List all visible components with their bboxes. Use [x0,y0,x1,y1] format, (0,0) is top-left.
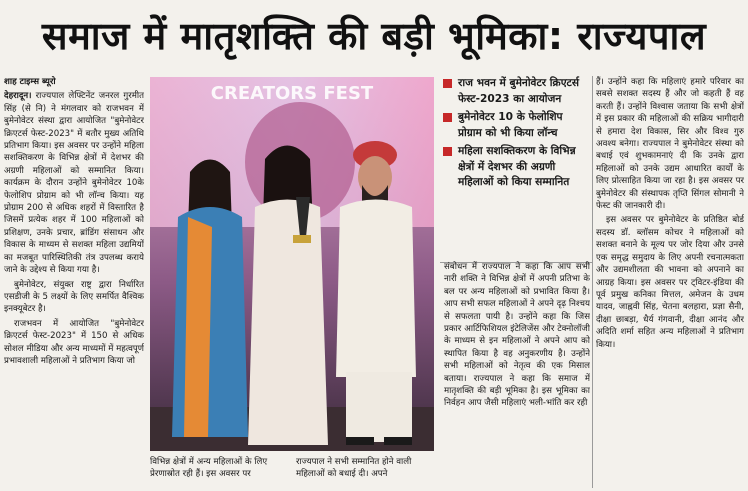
column-1 [4,76,144,488]
highlight-item: बुमेनोवेटर 10 के फेलोशिप प्रोग्राम को भी किया लॉन्च [441,110,589,141]
under-photo-left: विभिन्न क्षेत्रों में अन्य महिलाओं के लिए प्रेरणास्रोत रही हैं। इस अवसर पर [150,457,268,480]
highlight-item: महिला सशक्तिकरण के विभिन्न क्षेत्रों में देशभर की अग्रणी महिलाओं को किया सम्मानित [441,144,589,191]
dateline: देहरादून। [4,91,32,102]
column-4 [596,76,744,488]
paragraph: बुमेनोवेटर, संयुक्त राष्ट्र द्वारा निर्धारित एसडीजी के 5 लक्ष्यों के लिए समर्पित वैश्विक इनक्यूबेटर है। [4,279,144,315]
paragraph: हैं। उन्होंने कहा कि महिलाएं हमारे परिवार का सबसे सशक्त सदस्य हैं और जो कहती हैं वह करती हैं। उन्होंने विश्वास जताया कि सभी क्षेत्रों में इस प्रकार की महिलाओं की सक्रिय भागीदारी से हमारा देश विकास, सिर और विश्व गुरु अवश्य बनेगा। राज्यपाल ने बुमेनोवेटर संस्था को बधाई एवं शुभकामनाएं दी कि उनके द्वारा महिलाओं को उनके उद्यम आधारित कार्यों के लिए प्रोत्साहित किया जा रहा है। इस अवसर पर बुमेनोवेटर की संस्थापक तृप्ति सिंगल सोमानी ने फेस्ट की जानकारी दी। [596,77,744,212]
paragraph: देहरादून। राज्यपाल लेफ्टिनेंट जनरल गुरमीत सिंह (से नि) ने मंगलवार को राजभवन में बुमेनोवेटर संस्था द्वारा आयोजित "बुमेनोवेटर क्रिएटर्स फेस्ट-2023" में बतौर मुख्य अतिथि प्रतिभाग किया। इस अवसर पर उन्होंने महिला सशक्तिकरण के विभिन्न क्षेत्रों में देशभर की अग्रणी महिलाओं को सम्मानित किया। कार्यक्रम के दौरान उन्होंने बुमेनोवेटर 10के फेलोशिप प्रोग्राम को भी लॉन्च किया। यह प्रोग्राम 200 से अधिक शहरों में विस्तारित है जिसमें प्रत्येक शहर में 100 महिलाओं को प्रशिक्षण, उनके प्रचार, ब्रांडिंग संसाधन और विकास के माध्यम से सशक्त महिला उद्यमियों का मजबूत पारिस्थितिकी तंत्र उपलब्ध कराये जाने के उद्देश्य से किया गया है। [4,91,144,276]
highlights-box [441,76,589,260]
byline: शाह टाइम्स ब्यूरो [4,77,56,87]
paragraph: राजभवन में आयोजित "बुमेनोवेटर क्रिएटर्स फेस्ट-2023" में 150 से अधिक सोशल मीडिया और अन्य माध्यमों में महत्वपूर्ण प्रभावशाली महिलाओं ने प्रतिभाग किया जो [4,318,144,366]
event-photo [150,77,434,451]
paragraph: संबोधन में राज्यपाल ने कहा कि आप सभी नारी शक्ति ने विभिन्न क्षेत्रों में अपनी प्रतिभा के बल पर अन्य महिलाओं को प्रभावित किया है। आप सभी सफल महिलाओं ने अपने दृढ़ निश्चय से सफलता पायी है। उन्होंने कहा कि जिस प्रकार आर्टिफिशियल इंटेलिजेंस और टेक्नोलॉजी के माध्यम से इन महिलाओं ने अपने आप को स्थापित किया है वह अनुकरणीय है। उन्होंने सभी महिलाओं को नेतृत्व की एक मिसाल बताया। राज्यपाल ने कहा कि समाज में मातृशक्ति की बड़ी भूमिका है। इस भूमिका का निर्वहन आप जैसी महिलाएं भली-भांति कर रही [444,262,590,409]
banner-text: CREATORS FEST [210,83,374,104]
paragraph: इस अवसर पर बुमेनोवेटर के प्रतिष्ठित बोर्ड सदस्य डॉ. ब्लॉसम कोचर ने महिलाओं को सशक्त बनाने के मूल्य पर जोर दिया और उनसे एक समृद्ध समुदाय के लिए अपनी रचनात्मकता और उद्यमशीलता की भावना को अपनाने का आग्रह किया। इस अवसर पर ट्विटर-इंडिया की पूर्व प्रमुख कनिका मित्तल, अमेजन के उधम यादव, जाह्नवी सिंह, चेतना बलहारा, प्रज्ञा सैनी, दीक्षा छाबड़ा, धैर्य गंगवानी, दीक्षा आनंद और अदिति शर्मा सहित अन्य महिलाओं ने प्रतिभाग किया। [596,215,744,350]
square-bullet-icon [443,79,452,88]
under-photo-right: राज्यपाल ने सभी सम्मानित होने वाली महिलाओं को बधाई दी। अपने [296,457,412,480]
headline: समाज में मातृशक्ति की बड़ी भूमिका: राज्यपाल [41,14,707,58]
square-bullet-icon [443,113,452,122]
divider [592,76,593,488]
highlight-item: राज भवन में बुमेनोवेटर क्रिएटर्स फेस्ट-2023 का आयोजन [441,76,589,107]
photo-caption-text [150,456,434,491]
square-bullet-icon [443,147,452,156]
column-3 [444,261,590,489]
